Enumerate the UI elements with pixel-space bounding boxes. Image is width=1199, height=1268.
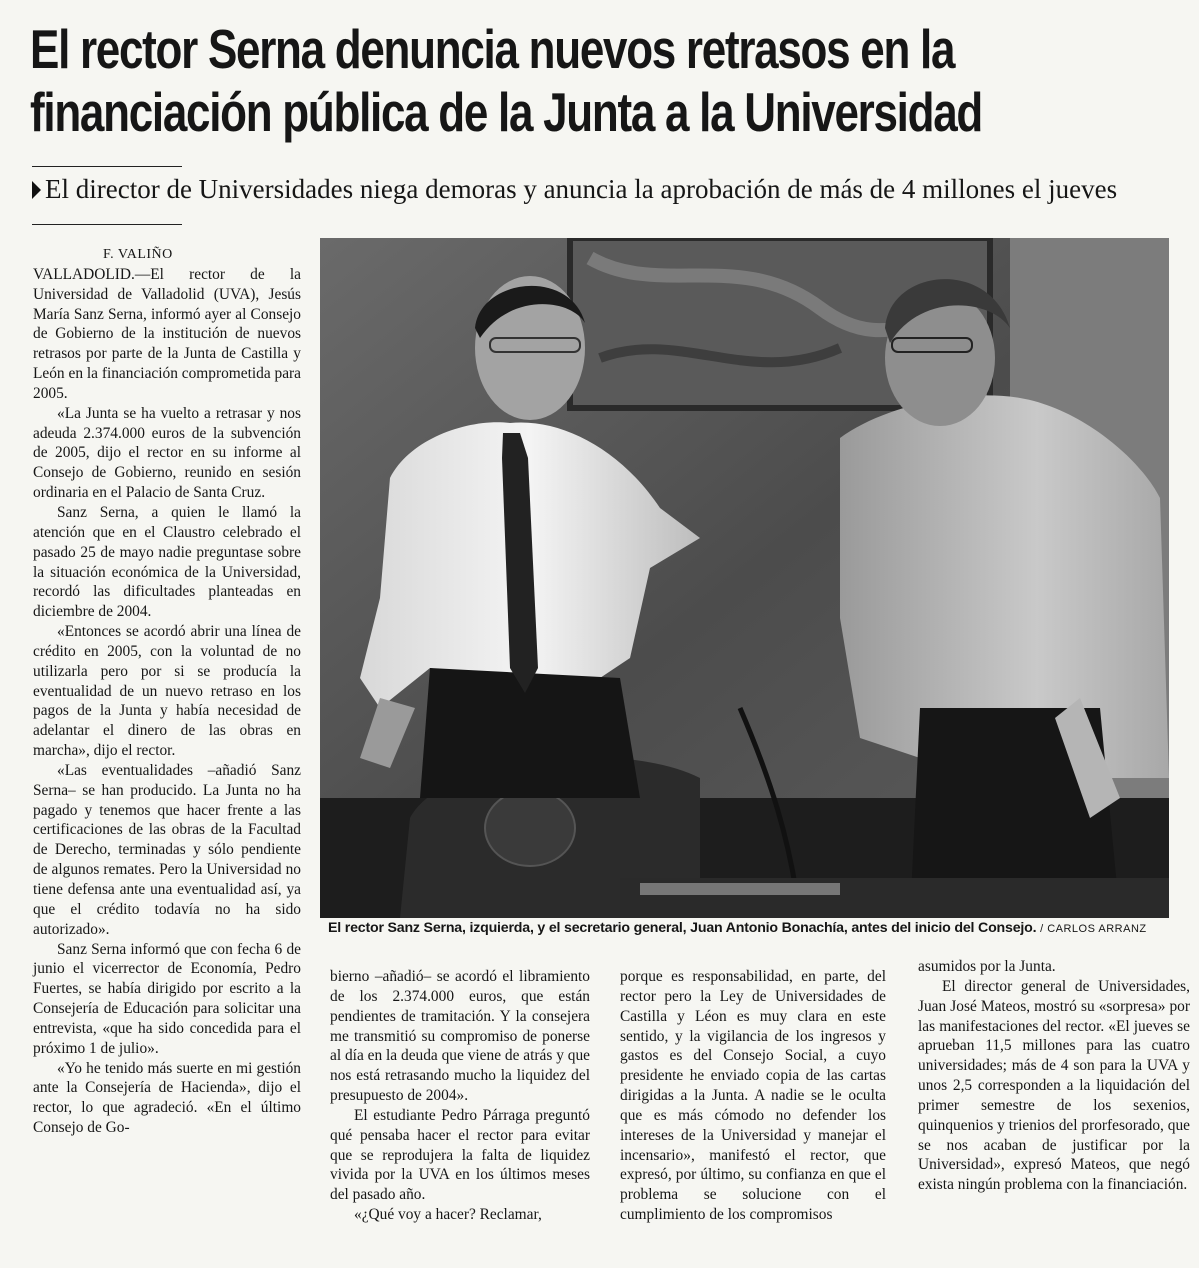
paragraph: «¿Qué voy a hacer? Reclamar,	[354, 1206, 542, 1224]
text-column-1	[33, 245, 301, 1138]
triangle-bullet-icon	[32, 181, 41, 199]
text-column-3	[620, 967, 886, 1225]
divider	[32, 224, 182, 225]
paragraph: asumidos por la Junta.	[918, 958, 1056, 975]
paragraph: bierno –añadió– se acordó el libramiento de los 2.374.000 euros, que están pendientes de tramitación. Y la consejera me transmitió su compromiso de ponerse al día en la deuda que viene de atrás y que nos está retrasando mucho la liquidez del presupuesto de 2004».	[330, 968, 590, 1105]
paragraph: «Las eventualidades –añadió Sanz Serna– se han producido. La Junta no ha pagado y tenemos que hacer frente a las certificaciones de las obras de la Facultad de Derecho, terminadas y sólo pendiente de algunos remates. Pero la Universidad no tiene defensa ante una eventualidad así, ya que el crédito todavía no ha sido autorizado».	[33, 761, 301, 938]
photo-illustration	[320, 238, 1169, 918]
headline: El rector Serna denuncia nuevos retrasos en la financiación pública de la Junta a la Universidad	[30, 18, 983, 143]
paragraph: VALLADOLID.—El rector de la Universidad de Valladolid (UVA), Jesús María Sanz Serna, informó ayer al Consejo de Gobierno de la institución de nuevos retrasos por parte de la Junta de Castilla y León en la financiación comprometida para 2005.	[33, 265, 301, 402]
paragraph: «Entonces se acordó abrir una línea de crédito en 2005, con la voluntad de no utilizarla pero por si se producía la eventualidad de un nuevo retraso en los pagos de la Junta y había necesidad de adelantar el dinero de las obras en marcha», dijo el rector.	[33, 623, 301, 760]
text-column-4	[918, 957, 1190, 1195]
paragraph: El estudiante Pedro Párraga preguntó qué pensaba hacer el rector para evitar que se reprodujera la falta de liquidez vivida por la UVA en los últimos meses del pasado año.	[330, 1106, 590, 1204]
byline: F. VALIÑO	[103, 247, 173, 262]
photo-caption	[328, 920, 1188, 938]
paragraph: «La Junta se ha vuelto a retrasar y nos adeuda 2.374.000 euros de la subvención de 2005, dijo el rector en su informe al Consejo de Gobierno, reunido en sesión ordinaria en el Palacio de Santa Cruz.	[33, 404, 301, 502]
paragraph: porque es responsabilidad, en parte, del rector pero la Ley de Universidades de Castilla y Léon es muy clara en este sentido, y la vigilancia de los ingresos y gastos es del Consejo Social, a cuyo presidente he enviado copia de las cartas dirigidas a la Junta. A nadie se le oculta que es más cómodo no defender los intereses de la Universidad y manejar el incensario», manifestó el rector, que expresó, por último, su confianza en que el problema se solucione con el cumplimiento de los compromisos	[620, 968, 886, 1224]
divider	[32, 166, 182, 167]
paragraph: «Yo he tenido más suerte en mi gestión ante la Consejería de Hacienda», dijo el rector, lo que agradeció. «En el último Consejo de Go-	[33, 1059, 301, 1137]
photo-credit: / CARLOS ARRANZ	[1040, 923, 1147, 935]
caption-text: El rector Sanz Serna, izquierda, y el secretario general, Juan Antonio Bonachía, antes del inicio del Consejo.	[328, 920, 1037, 936]
subtitle-text: El director de Universidades niega demoras y anuncia la aprobación de más de 4 millones el jueves	[45, 174, 1118, 204]
news-photo	[320, 238, 1169, 918]
subtitle	[32, 172, 1192, 206]
paragraph: El director general de Universidades, Juan José Mateos, mostró su «sorpresa» por las manifestaciones del rector. «El jueves se aprueban 11,5 millones para las cuatro universidades; más de 4 son para la UVA y unos 2,5 corresponden a la liquidación del primer semestre de los sexenios, quinquenios y trienios del prorfesorado, que se nos acaban de justificar por la Universidad», expresó Mateos, que negó exista ningún problema con la financiación.	[918, 977, 1190, 1194]
text-column-2	[330, 967, 590, 1225]
paragraph: Sanz Serna, a quien le llamó la atención que en el Claustro celebrado el pasado 25 de mayo nadie preguntase sobre la situación económica de la Universidad, recordó las dificultades planteadas en diciembre de 2004.	[33, 503, 301, 621]
paragraph: Sanz Serna informó que con fecha 6 de junio el vicerrector de Economía, Pedro Fuertes, se había dirigido por escrito a la Consejería de Educación para solicitar una entrevista, «que ha sido concedida para el próximo 1 de julio».	[33, 940, 301, 1057]
